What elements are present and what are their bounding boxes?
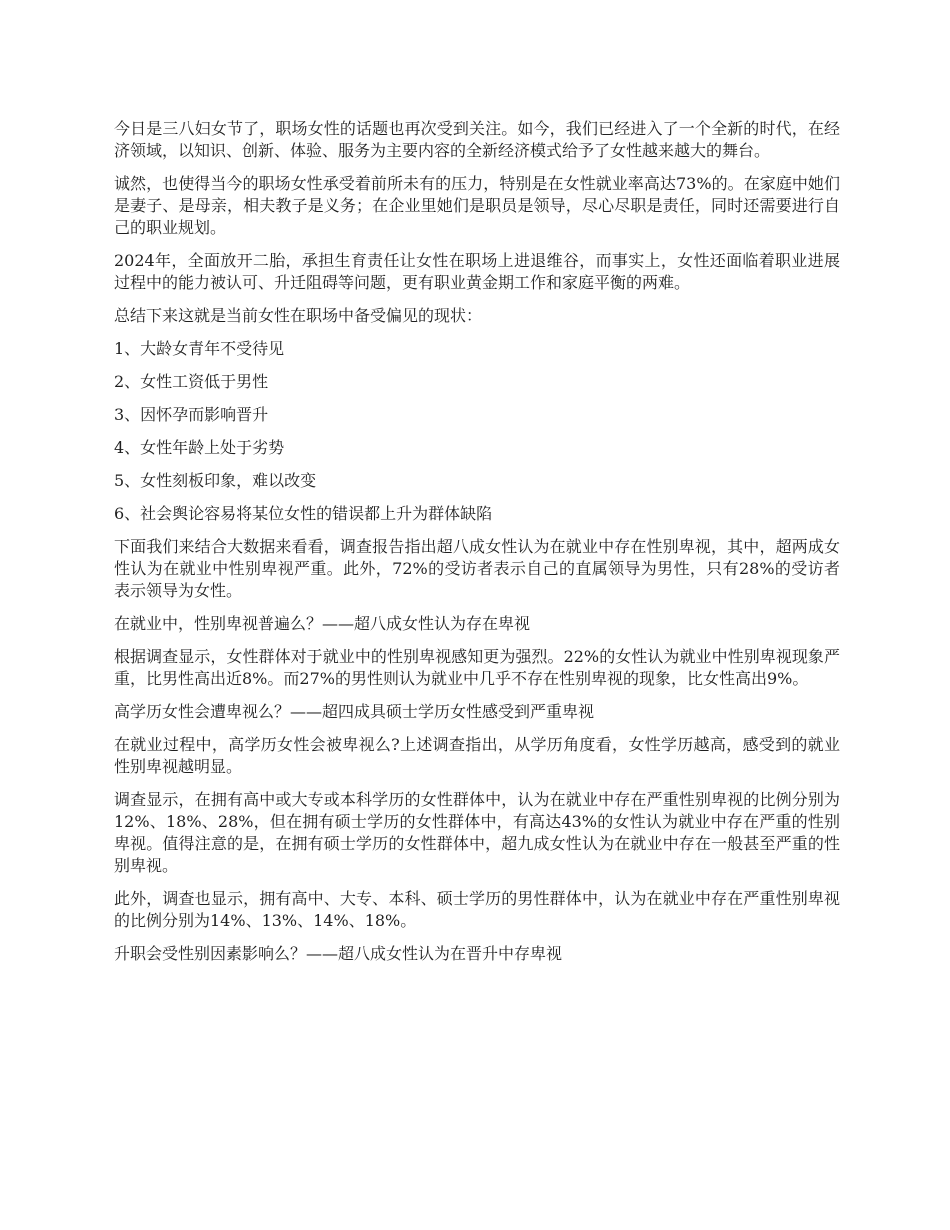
list-item: 6、社会舆论容易将某位女性的错误都上升为群体缺陷 [114, 504, 493, 523]
paragraph-summary: 总结下来这就是当前女性在职场中备受偏见的现状： [114, 306, 483, 325]
paragraph-intro: 今日是三八妇女节了，职场女性的话题也再次受到关注。如今，我们已经进入了一个全新的时代，在经济领域，以知识、创新、体验、服务为主要内容的全新经济模式给予了女性越来越大的舞台。 [114, 119, 840, 160]
section-heading: 高学历女性会遭卑视么？——超四成具硕士学历女性感受到严重卑视 [114, 702, 595, 721]
paragraph-big-data: 下面我们来结合大数据来看看，调查报告指出超八成女性认为在就业中存在性别卑视，其中，超两成女性认为在就业中性别卑视严重。此外，72%的受访者表示自己的直属领导为男性，只有28%的受访者表示领导为女性。 [114, 537, 840, 600]
list-item: 2、女性工资低于男性 [114, 372, 269, 391]
list-item: 3、因怀孕而影响晋升 [114, 405, 269, 424]
paragraph-survey-perception: 根据调查显示，女性群体对于就业中的性别卑视感知更为强烈。22%的女性认为就业中性别卑视现象严重，比男性高出近8%。而27%的男性则认为就业中几乎不存在性别卑视的现象，比女性高出9%。 [114, 647, 840, 688]
paragraph-male-stats: 此外，调查也显示，拥有高中、大专、本科、硕士学历的男性群体中，认为在就业中存在严重性别卑视的比例分别为14%、13%、14%、18%。 [114, 889, 840, 930]
paragraph-education-stats: 调查显示，在拥有高中或大专或本科学历的女性群体中，认为在就业中存在严重性别卑视的比例分别为12%、18%、28%，但在拥有硕士学历的女性群体中，有高达43%的女性认为就业中存在严重的性别卑视。值得注意的是，在拥有硕士学历的女性群体中，超九成女性认为在就业中存在一般甚至严重的性别卑视。 [114, 790, 840, 875]
section-heading: 升职会受性别因素影响么？——超八成女性认为在晋升中存卑视 [114, 944, 563, 963]
list-item: 5、女性刻板印象，难以改变 [114, 471, 317, 490]
list-item: 4、女性年龄上处于劣势 [114, 438, 285, 457]
section-heading: 在就业中，性别卑视普遍么？——超八成女性认为存在卑视 [114, 614, 531, 633]
paragraph-second-child: 2024年，全面放开二胎，承担生育责任让女性在职场上进退维谷，而事实上，女性还面临着职业进展过程中的能力被认可、升迁阻碍等问题，更有职业黄金期工作和家庭平衡的两难。 [114, 251, 840, 292]
paragraph-education: 在就业过程中，高学历女性会被卑视么?上述调查指出，从学历角度看，女性学历越高，感受到的就业性别卑视越明显。 [114, 735, 840, 776]
paragraph-pressure: 诚然，也使得当今的职场女性承受着前所未有的压力，特别是在女性就业率高达73%的。在家庭中她们是妻子、是母亲，相夫教子是义务；在企业里她们是职员是领导，尽心尽职是责任，同时还需要进行自己的职业规划。 [114, 174, 840, 237]
list-item: 1、大龄女青年不受待见 [114, 339, 285, 358]
